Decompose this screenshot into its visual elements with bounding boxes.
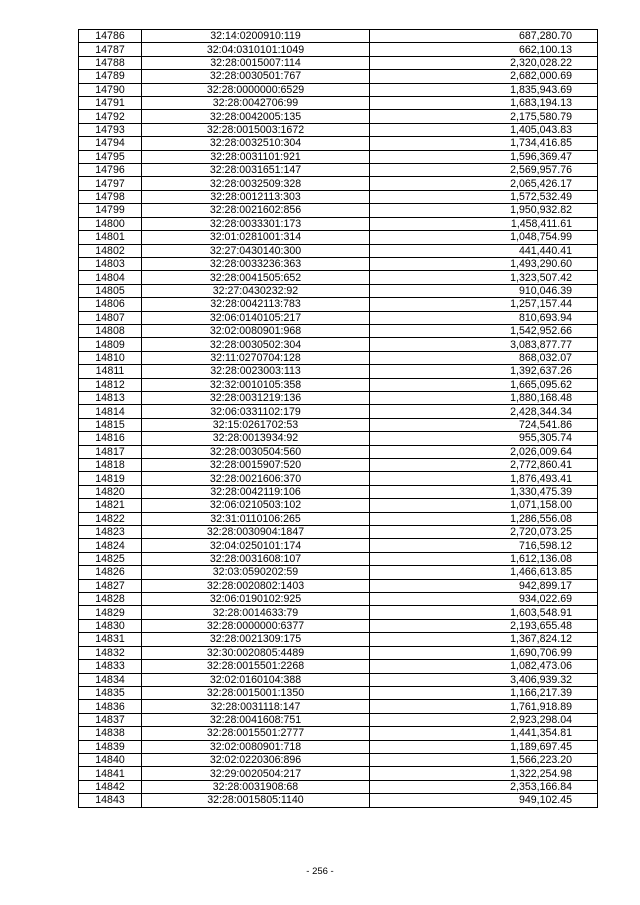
table-row xyxy=(79,418,598,431)
record-number-cell: 14807 xyxy=(79,311,142,324)
table-row xyxy=(79,123,598,136)
record-number-cell: 14805 xyxy=(79,284,142,297)
record-number-cell: 14804 xyxy=(79,271,142,284)
cadastral-number-cell: 32:28:0031651:147 xyxy=(142,164,370,177)
record-number-cell: 14836 xyxy=(79,700,142,713)
record-number-cell: 14810 xyxy=(79,351,142,364)
cadastral-number-cell: 32:06:0331102:179 xyxy=(142,405,370,418)
record-number-cell: 14806 xyxy=(79,298,142,311)
amount-cell: 441,440.41 xyxy=(370,244,598,257)
record-number-cell: 14798 xyxy=(79,190,142,203)
amount-cell: 1,880,168.48 xyxy=(370,391,598,404)
table-row xyxy=(79,284,598,297)
table-row xyxy=(79,727,598,740)
cadastral-number-cell: 32:28:0031219:136 xyxy=(142,391,370,404)
table-row xyxy=(79,311,598,324)
record-number-cell: 14828 xyxy=(79,593,142,606)
table-row xyxy=(79,257,598,270)
cadastral-number-cell: 32:14:0200910:119 xyxy=(142,30,370,43)
cadastral-number-cell: 32:28:0015501:2777 xyxy=(142,727,370,740)
record-number-cell: 14792 xyxy=(79,110,142,123)
amount-cell: 1,493,290.60 xyxy=(370,257,598,270)
cadastral-number-cell: 32:02:0160104:388 xyxy=(142,673,370,686)
table-row xyxy=(79,673,598,686)
table-row xyxy=(79,539,598,552)
amount-cell: 687,280.70 xyxy=(370,30,598,43)
table-row xyxy=(79,552,598,565)
table-row xyxy=(79,164,598,177)
cadastral-number-cell: 32:06:0190102:925 xyxy=(142,593,370,606)
record-number-cell: 14819 xyxy=(79,472,142,485)
cadastral-number-cell: 32:28:0013934:92 xyxy=(142,432,370,445)
table-row xyxy=(79,526,598,539)
table-row xyxy=(79,244,598,257)
amount-cell: 2,923,298.04 xyxy=(370,713,598,726)
table-row xyxy=(79,190,598,203)
record-number-cell: 14827 xyxy=(79,579,142,592)
amount-cell: 1,071,158.00 xyxy=(370,499,598,512)
cadastral-number-cell: 32:28:0031101:921 xyxy=(142,150,370,163)
cadastral-number-cell: 32:28:0041505:652 xyxy=(142,271,370,284)
cadastral-number-cell: 32:28:0021309:175 xyxy=(142,633,370,646)
table-row xyxy=(79,177,598,190)
cadastral-number-cell: 32:02:0080901:718 xyxy=(142,740,370,753)
table-row xyxy=(79,391,598,404)
amount-cell: 1,835,943.69 xyxy=(370,83,598,96)
amount-cell: 1,441,354.81 xyxy=(370,727,598,740)
cadastral-number-cell: 32:28:0015001:1350 xyxy=(142,686,370,699)
cadastral-number-cell: 32:28:0031118:147 xyxy=(142,700,370,713)
amount-cell: 1,690,706.99 xyxy=(370,646,598,659)
amount-cell: 1,665,095.62 xyxy=(370,378,598,391)
record-number-cell: 14841 xyxy=(79,767,142,780)
table-row xyxy=(79,70,598,83)
cadastral-number-cell: 32:28:0031908:68 xyxy=(142,780,370,793)
amount-cell: 1,048,754.99 xyxy=(370,231,598,244)
amount-cell: 2,428,344.34 xyxy=(370,405,598,418)
record-number-cell: 14825 xyxy=(79,552,142,565)
table-row xyxy=(79,405,598,418)
cadastral-number-cell: 32:28:0032510:304 xyxy=(142,137,370,150)
records-table xyxy=(78,29,598,808)
table-row xyxy=(79,351,598,364)
record-number-cell: 14809 xyxy=(79,338,142,351)
amount-cell: 1,950,932.82 xyxy=(370,204,598,217)
cadastral-number-cell: 32:28:0030504:560 xyxy=(142,445,370,458)
record-number-cell: 14795 xyxy=(79,150,142,163)
record-number-cell: 14799 xyxy=(79,204,142,217)
amount-cell: 1,330,475.39 xyxy=(370,485,598,498)
amount-cell: 2,175,580.79 xyxy=(370,110,598,123)
record-number-cell: 14820 xyxy=(79,485,142,498)
table-row xyxy=(79,445,598,458)
record-number-cell: 14816 xyxy=(79,432,142,445)
table-row xyxy=(79,794,598,807)
amount-cell: 1,458,411.61 xyxy=(370,217,598,230)
amount-cell: 2,065,426.17 xyxy=(370,177,598,190)
record-number-cell: 14834 xyxy=(79,673,142,686)
cadastral-number-cell: 32:27:0430232:92 xyxy=(142,284,370,297)
amount-cell: 868,032.07 xyxy=(370,351,598,364)
table-row xyxy=(79,660,598,673)
table-row xyxy=(79,753,598,766)
amount-cell: 1,572,532.49 xyxy=(370,190,598,203)
table-row xyxy=(79,593,598,606)
cadastral-number-cell: 32:28:0021606:370 xyxy=(142,472,370,485)
table-row xyxy=(79,780,598,793)
record-number-cell: 14794 xyxy=(79,137,142,150)
cadastral-number-cell: 32:28:0021602:856 xyxy=(142,204,370,217)
record-number-cell: 14793 xyxy=(79,123,142,136)
record-number-cell: 14817 xyxy=(79,445,142,458)
record-number-cell: 14818 xyxy=(79,459,142,472)
record-number-cell: 14822 xyxy=(79,512,142,525)
record-number-cell: 14790 xyxy=(79,83,142,96)
record-number-cell: 14796 xyxy=(79,164,142,177)
amount-cell: 955,305.74 xyxy=(370,432,598,445)
record-number-cell: 14843 xyxy=(79,794,142,807)
record-number-cell: 14823 xyxy=(79,526,142,539)
cadastral-number-cell: 32:28:0041608:751 xyxy=(142,713,370,726)
cadastral-number-cell: 32:28:0015501:2268 xyxy=(142,660,370,673)
cadastral-number-cell: 32:31:0110106:265 xyxy=(142,512,370,525)
cadastral-number-cell: 32:28:0031608:107 xyxy=(142,552,370,565)
record-number-cell: 14800 xyxy=(79,217,142,230)
cadastral-number-cell: 32:28:0015003:1672 xyxy=(142,123,370,136)
amount-cell: 810,693.94 xyxy=(370,311,598,324)
page-number: - 256 - xyxy=(306,866,334,877)
cadastral-number-cell: 32:28:0015805:1140 xyxy=(142,794,370,807)
amount-cell: 2,682,000.69 xyxy=(370,70,598,83)
amount-cell: 716,598.12 xyxy=(370,539,598,552)
amount-cell: 2,026,009.64 xyxy=(370,445,598,458)
table-row xyxy=(79,767,598,780)
record-number-cell: 14833 xyxy=(79,660,142,673)
records-table-body xyxy=(79,30,598,808)
amount-cell: 934,022.69 xyxy=(370,593,598,606)
cadastral-number-cell: 32:04:0250101:174 xyxy=(142,539,370,552)
record-number-cell: 14815 xyxy=(79,418,142,431)
table-row xyxy=(79,30,598,43)
cadastral-number-cell: 32:30:0020805:4489 xyxy=(142,646,370,659)
cadastral-number-cell: 32:28:0042113:783 xyxy=(142,298,370,311)
table-row xyxy=(79,713,598,726)
cadastral-number-cell: 32:04:0310101:1049 xyxy=(142,43,370,56)
record-number-cell: 14831 xyxy=(79,633,142,646)
record-number-cell: 14837 xyxy=(79,713,142,726)
amount-cell: 1,876,493.41 xyxy=(370,472,598,485)
record-number-cell: 14814 xyxy=(79,405,142,418)
cadastral-number-cell: 32:01:0281001:314 xyxy=(142,231,370,244)
amount-cell: 1,761,918.89 xyxy=(370,700,598,713)
table-row xyxy=(79,472,598,485)
cadastral-number-cell: 32:28:0033301:173 xyxy=(142,217,370,230)
record-number-cell: 14812 xyxy=(79,378,142,391)
record-number-cell: 14803 xyxy=(79,257,142,270)
record-number-cell: 14789 xyxy=(79,70,142,83)
record-number-cell: 14808 xyxy=(79,324,142,337)
amount-cell: 1,405,043.83 xyxy=(370,123,598,136)
table-row xyxy=(79,83,598,96)
amount-cell: 1,166,217.39 xyxy=(370,686,598,699)
table-row xyxy=(79,137,598,150)
amount-cell: 2,193,655.48 xyxy=(370,619,598,632)
amount-cell: 1,466,613.85 xyxy=(370,566,598,579)
cadastral-number-cell: 32:02:0080901:968 xyxy=(142,324,370,337)
table-row xyxy=(79,217,598,230)
amount-cell: 1,189,697.45 xyxy=(370,740,598,753)
table-row xyxy=(79,485,598,498)
table-row xyxy=(79,619,598,632)
amount-cell: 1,082,473.06 xyxy=(370,660,598,673)
cadastral-number-cell: 32:28:0042119:106 xyxy=(142,485,370,498)
cadastral-number-cell: 32:28:0014633:79 xyxy=(142,606,370,619)
amount-cell: 1,323,507.42 xyxy=(370,271,598,284)
table-row xyxy=(79,378,598,391)
amount-cell: 1,566,223.20 xyxy=(370,753,598,766)
cadastral-number-cell: 32:27:0430140:300 xyxy=(142,244,370,257)
table-row xyxy=(79,324,598,337)
table-row xyxy=(79,204,598,217)
record-number-cell: 14842 xyxy=(79,780,142,793)
amount-cell: 2,353,166.84 xyxy=(370,780,598,793)
record-number-cell: 14802 xyxy=(79,244,142,257)
amount-cell: 1,734,416.85 xyxy=(370,137,598,150)
amount-cell: 2,772,860.41 xyxy=(370,459,598,472)
cadastral-number-cell: 32:28:0033236:363 xyxy=(142,257,370,270)
amount-cell: 662,100.13 xyxy=(370,43,598,56)
amount-cell: 724,541.86 xyxy=(370,418,598,431)
amount-cell: 1,596,369.47 xyxy=(370,150,598,163)
cadastral-number-cell: 32:28:0015007:114 xyxy=(142,56,370,69)
record-number-cell: 14801 xyxy=(79,231,142,244)
record-number-cell: 14838 xyxy=(79,727,142,740)
table-row xyxy=(79,271,598,284)
amount-cell: 3,083,877.77 xyxy=(370,338,598,351)
cadastral-number-cell: 32:28:0030501:767 xyxy=(142,70,370,83)
table-row xyxy=(79,566,598,579)
amount-cell: 3,406,939.32 xyxy=(370,673,598,686)
amount-cell: 1,612,136.08 xyxy=(370,552,598,565)
cadastral-number-cell: 32:28:0023003:113 xyxy=(142,365,370,378)
cadastral-number-cell: 32:28:0030502:304 xyxy=(142,338,370,351)
table-row xyxy=(79,150,598,163)
table-row xyxy=(79,499,598,512)
record-number-cell: 14787 xyxy=(79,43,142,56)
table-row xyxy=(79,606,598,619)
record-number-cell: 14813 xyxy=(79,391,142,404)
table-row xyxy=(79,512,598,525)
table-row xyxy=(79,231,598,244)
cadastral-number-cell: 32:28:0000000:6529 xyxy=(142,83,370,96)
record-number-cell: 14821 xyxy=(79,499,142,512)
table-row xyxy=(79,365,598,378)
table-row xyxy=(79,459,598,472)
table-row xyxy=(79,432,598,445)
record-number-cell: 14824 xyxy=(79,539,142,552)
record-number-cell: 14835 xyxy=(79,686,142,699)
record-number-cell: 14797 xyxy=(79,177,142,190)
cadastral-number-cell: 32:02:0220306:896 xyxy=(142,753,370,766)
amount-cell: 1,367,824.12 xyxy=(370,633,598,646)
cadastral-number-cell: 32:06:0140105:217 xyxy=(142,311,370,324)
record-number-cell: 14832 xyxy=(79,646,142,659)
cadastral-number-cell: 32:29:0020504:217 xyxy=(142,767,370,780)
table-row xyxy=(79,740,598,753)
cadastral-number-cell: 32:32:0010105:358 xyxy=(142,378,370,391)
amount-cell: 2,320,028.22 xyxy=(370,56,598,69)
record-number-cell: 14826 xyxy=(79,566,142,579)
table-row xyxy=(79,298,598,311)
amount-cell: 1,286,556.08 xyxy=(370,512,598,525)
cadastral-number-cell: 32:15:0261702:53 xyxy=(142,418,370,431)
table-row xyxy=(79,43,598,56)
table-row xyxy=(79,338,598,351)
cadastral-number-cell: 32:28:0012113:303 xyxy=(142,190,370,203)
table-row xyxy=(79,686,598,699)
cadastral-number-cell: 32:28:0000000:6377 xyxy=(142,619,370,632)
record-number-cell: 14811 xyxy=(79,365,142,378)
record-number-cell: 14829 xyxy=(79,606,142,619)
cadastral-number-cell: 32:28:0015907:520 xyxy=(142,459,370,472)
amount-cell: 949,102.45 xyxy=(370,794,598,807)
amount-cell: 910,046.39 xyxy=(370,284,598,297)
amount-cell: 1,257,157.44 xyxy=(370,298,598,311)
cadastral-number-cell: 32:11:0270704:128 xyxy=(142,351,370,364)
cadastral-number-cell: 32:28:0042706:99 xyxy=(142,97,370,110)
amount-cell: 1,322,254.98 xyxy=(370,767,598,780)
table-row xyxy=(79,110,598,123)
cadastral-number-cell: 32:06:0210503:102 xyxy=(142,499,370,512)
cadastral-number-cell: 32:28:0030904:1847 xyxy=(142,526,370,539)
amount-cell: 1,392,637.26 xyxy=(370,365,598,378)
cadastral-number-cell: 32:28:0032509:328 xyxy=(142,177,370,190)
table-row xyxy=(79,579,598,592)
table-row xyxy=(79,56,598,69)
record-number-cell: 14830 xyxy=(79,619,142,632)
record-number-cell: 14786 xyxy=(79,30,142,43)
amount-cell: 2,569,957.76 xyxy=(370,164,598,177)
table-row xyxy=(79,700,598,713)
cadastral-number-cell: 32:03:0590202:59 xyxy=(142,566,370,579)
record-number-cell: 14791 xyxy=(79,97,142,110)
amount-cell: 1,542,952.66 xyxy=(370,324,598,337)
amount-cell: 2,720,073.25 xyxy=(370,526,598,539)
table-row xyxy=(79,633,598,646)
amount-cell: 1,603,548.91 xyxy=(370,606,598,619)
amount-cell: 1,683,194.13 xyxy=(370,97,598,110)
record-number-cell: 14839 xyxy=(79,740,142,753)
cadastral-number-cell: 32:28:0020802:1403 xyxy=(142,579,370,592)
amount-cell: 942,899.17 xyxy=(370,579,598,592)
record-number-cell: 14840 xyxy=(79,753,142,766)
record-number-cell: 14788 xyxy=(79,56,142,69)
cadastral-number-cell: 32:28:0042005:135 xyxy=(142,110,370,123)
table-row xyxy=(79,646,598,659)
table-row xyxy=(79,97,598,110)
